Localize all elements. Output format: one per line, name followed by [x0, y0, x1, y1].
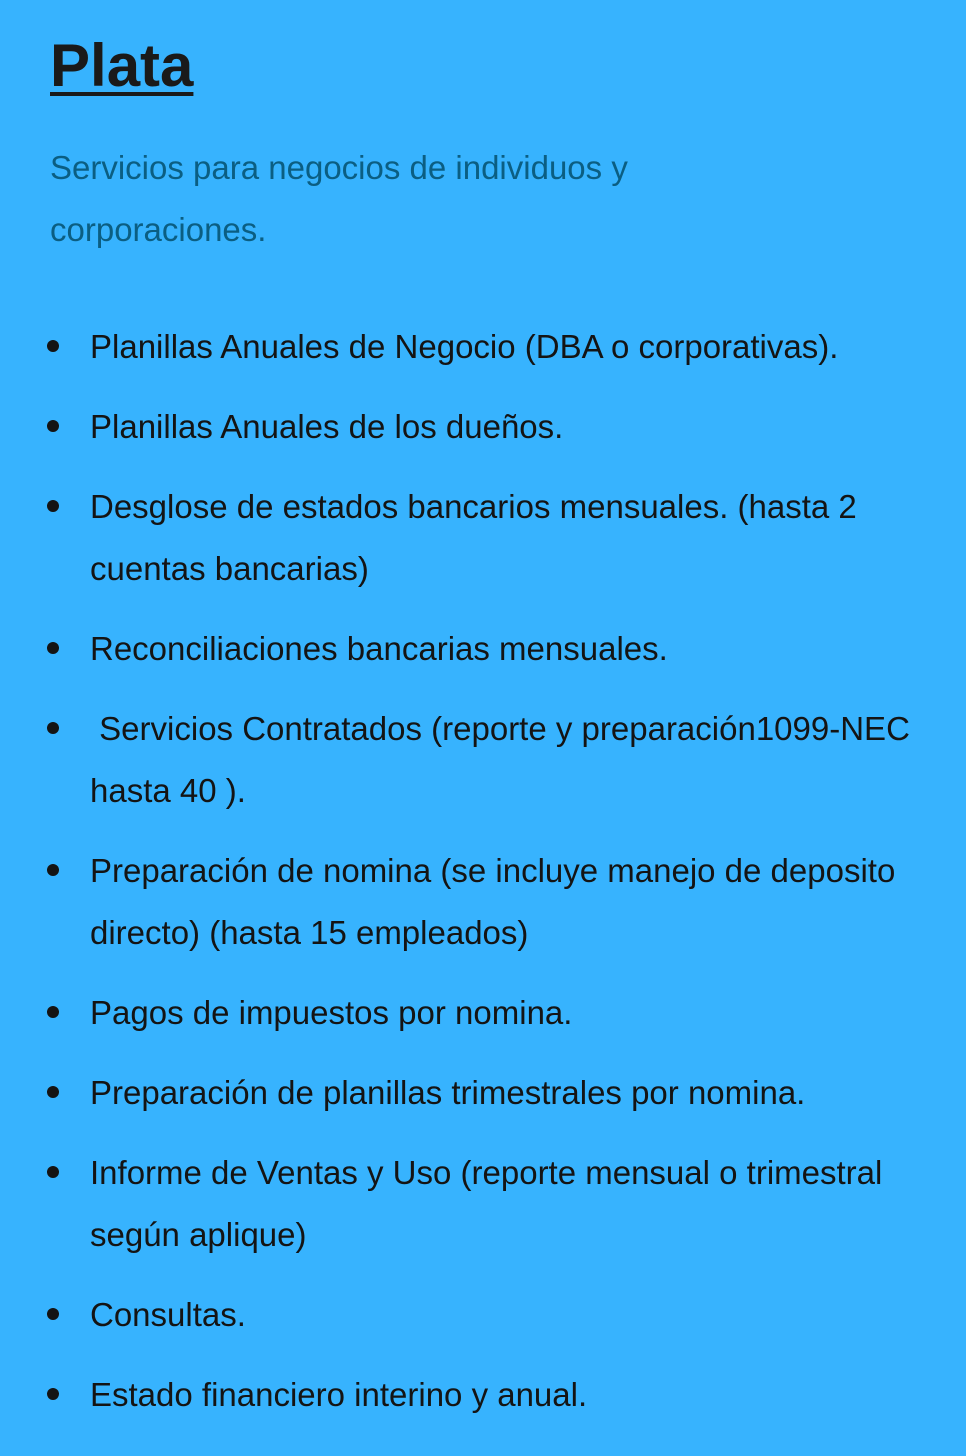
feature-text: Estado financiero interino y anual.: [90, 1376, 588, 1413]
bullet-icon: [47, 722, 59, 734]
feature-item: [0, 316, 966, 378]
feature-text: Preparación de nomina (se incluye manejo de deposito directo) (hasta 15 empleados): [90, 852, 896, 951]
bullet-icon: [47, 500, 59, 512]
feature-item: [0, 476, 966, 600]
bullet-icon: [47, 1006, 59, 1018]
bullet-icon: [47, 340, 59, 352]
feature-text: Informe de Ventas y Uso (reporte mensual o trimestral según aplique): [90, 1154, 883, 1253]
bullet-icon: [47, 864, 59, 876]
feature-text: Planillas Anuales de Negocio (DBA o corporativas).: [90, 328, 839, 365]
feature-text: Preparación de planillas trimestrales por nomina.: [90, 1074, 806, 1111]
feature-text: Consultas.: [90, 1296, 246, 1333]
feature-item: [0, 1284, 966, 1346]
feature-text: Reconciliaciones bancarias mensuales.: [90, 630, 668, 667]
feature-list: [0, 316, 966, 1444]
feature-text: Pagos de impuestos por nomina.: [90, 994, 573, 1031]
feature-item: [0, 698, 966, 822]
feature-text: Servicios Contratados (reporte y preparación1099-NEC hasta 40 ).: [90, 710, 920, 809]
feature-item: [0, 1062, 966, 1124]
bullet-icon: [47, 1166, 59, 1178]
bullet-icon: [47, 1086, 59, 1098]
feature-item: [0, 396, 966, 458]
feature-item: [0, 982, 966, 1044]
bullet-icon: [47, 1308, 59, 1320]
plan-subtitle: Servicios para negocios de individuos y corporaciones.: [50, 149, 628, 248]
bullet-icon: [47, 1388, 59, 1400]
feature-item: [0, 840, 966, 964]
feature-item: [0, 1364, 966, 1426]
feature-item: [0, 1142, 966, 1266]
bullet-icon: [47, 420, 59, 432]
plan-title[interactable]: Plata: [50, 32, 194, 99]
feature-text: Desglose de estados bancarios mensuales. (hasta 2 cuentas bancarias): [90, 488, 857, 587]
feature-item: [0, 618, 966, 680]
feature-text: Planillas Anuales de los dueños.: [90, 408, 564, 445]
bullet-icon: [47, 642, 59, 654]
